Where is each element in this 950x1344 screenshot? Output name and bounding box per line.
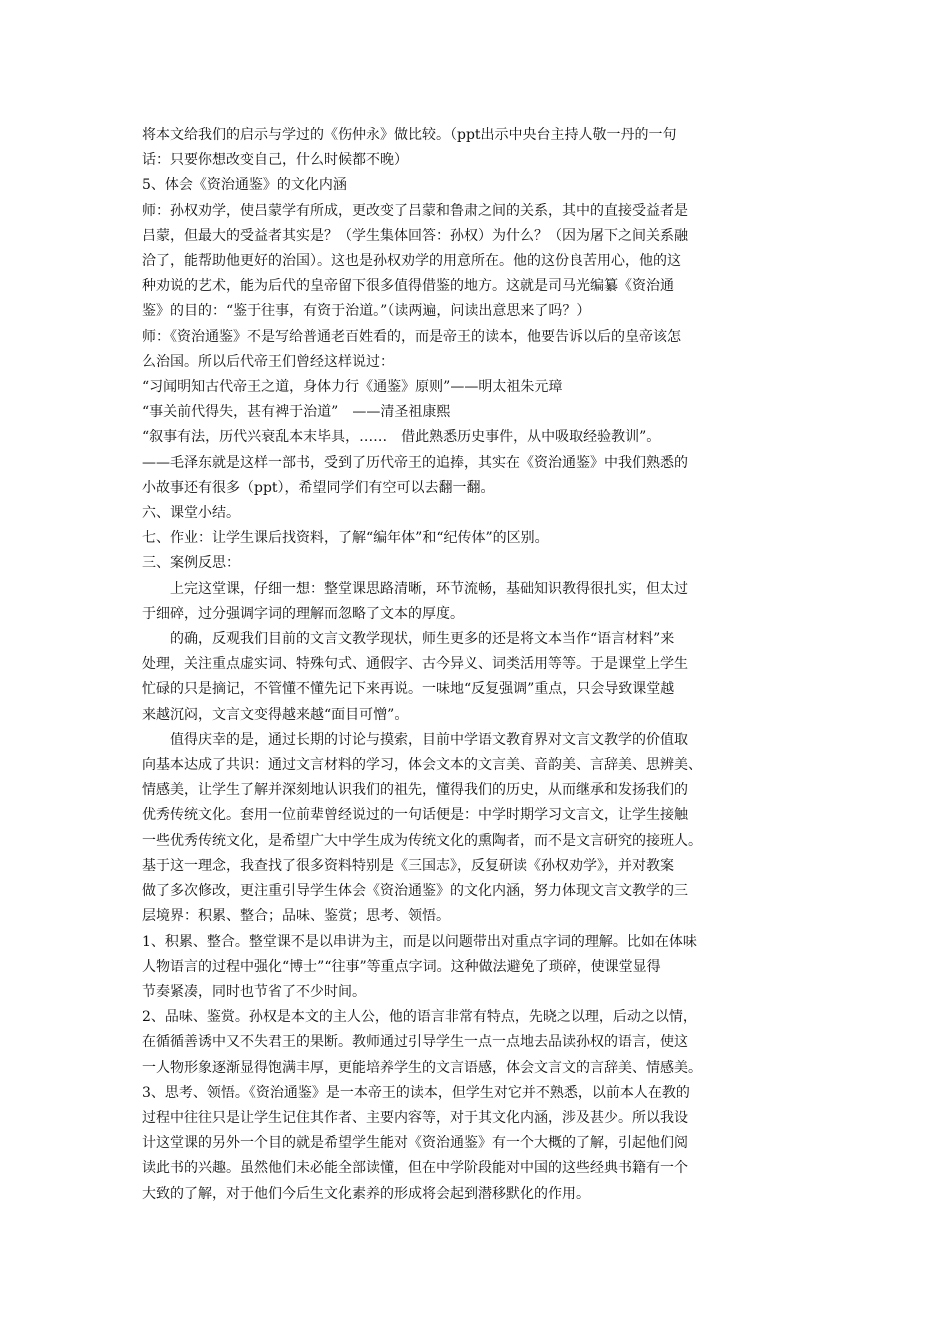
text-line: 话：只要你想改变自己，什么时候都不晚）	[142, 152, 408, 169]
quote-line: “事关前代得失，甚有裨于治道” ——清圣祖康熙	[142, 404, 451, 421]
text-line: 处理，关注重点虚实词、特殊句式、通假字、古今异义、词类活用等等。于是课堂上学生	[142, 656, 688, 673]
text-line: 基于这一理念，我查找了很多资料特别是《三国志》，反复研读《孙权劝学》，并对教案	[142, 857, 674, 874]
section-heading: 三、案例反思：	[142, 555, 240, 572]
text-line: 忙碌的只是摘记，不管懂不懂先记下来再说。一味地“反复强调”重点，只会导致课堂越	[142, 681, 675, 698]
document-page	[142, 123, 814, 1207]
text-line: ——毛泽东就是这样一部书，受到了历代帝王的追捧，其实在《资治通鉴》中我们熟悉的	[142, 454, 688, 471]
section-heading: 六、课堂小结。	[142, 505, 240, 522]
text-line: 么治国。所以后代帝王们曾经这样说过：	[142, 353, 394, 370]
text-line: 师：《资治通鉴》不是写给普通老百姓看的，而是帝王的读本，他要告诉以后的皇帝该怎	[142, 328, 681, 345]
text-line: 1、积累、整合。整堂课不是以串讲为主，而是以问题带出对重点字词的理解。比如在体味	[142, 933, 697, 950]
section-heading: 七、作业：让学生课后找资料，了解“编年体”和“纪传体”的区别。	[142, 530, 549, 547]
text-line: 计这堂课的另外一个目的就是希望学生能对《资治通鉴》有一个大概的了解，引起他们阅	[142, 1135, 688, 1152]
text-line: 洽了，能帮助他更好的治国）。这也是孙权劝学的用意所在。他的这份良苦用心，他的这	[142, 253, 681, 270]
text-line: 于细碎，过分强调字词的理解而忽略了文本的厚度。	[142, 605, 464, 622]
text-line: 节奏紧凑，同时也节省了不少时间。	[142, 983, 366, 1000]
quote-line: “叙事有法，历代兴衰乱本末毕具，…… 借此熟悉历史事件，从中吸取经验教训”。	[142, 429, 661, 446]
text-line: 过程中往往只是让学生记住其作者、主要内容等，对于其文化内涵，涉及甚少。所以我设	[142, 1109, 688, 1126]
text-line: 在循循善诱中又不失君王的果断。教师通过引导学生一点一点地去品读孙权的语言，使这	[142, 1034, 688, 1051]
quote-line: “习闻明知古代帝王之道，身体力行《通鉴》原则”——明太祖朱元璋	[142, 379, 563, 396]
text-line: 种劝说的艺术，能为后代的皇帝留下很多值得借鉴的地方。这就是司马光编纂《资治通	[142, 278, 674, 295]
text-line: 人物语言的过程中强化“博士”“往事”等重点字词。这种做法避免了琐碎，使课堂显得	[142, 958, 661, 975]
text-line: 鉴》的目的：“鉴于往事，有资于治道。”（读两遍，问读出意思来了吗？）	[142, 303, 591, 320]
text-line: 向基本达成了共识：通过文言材料的学习，体会文本的文言美、音韵美、言辞美、思辨美、	[142, 757, 702, 774]
text-line: 3、思考、领悟。《资治通鉴》是一本帝王的读本，但学生对它并不熟悉，以前本人在教的	[142, 1084, 690, 1101]
paragraph-first-line: 的确，反观我们目前的文言文教学现状，师生更多的还是将文本当作“语言材料”来	[170, 631, 675, 648]
text-line: 来越沉闷，文言文变得越来越“面目可憎”。	[142, 706, 409, 723]
text-line: 情感美，让学生了解并深刻地认识我们的祖先，懂得我们的历史，从而继承和发扬我们的	[142, 782, 688, 799]
paragraph-first-line: 值得庆幸的是，通过长期的讨论与摸索，目前中学语文教育界对文言文教学的价值取	[170, 731, 688, 748]
text-line: 优秀传统文化。套用一位前辈曾经说过的一句话便是：中学时期学习文言文，让学生接触	[142, 807, 688, 824]
text-line: 层境界：积累、整合；品味、鉴赏；思考、领悟。	[142, 908, 450, 925]
text-line: 做了多次修改，更注重引导学生体会《资治通鉴》的文化内涵，努力体现文言文教学的三	[142, 883, 688, 900]
text-line: 大致的了解，对于他们今后生文化素养的形成将会起到潜移默化的作用。	[142, 1185, 590, 1202]
text-line: 一人物形象逐渐显得饱满丰厚，更能培养学生的文言语感，体会文言文的言辞美、情感美。	[142, 1059, 702, 1076]
text-line: 师：孙权劝学，使吕蒙学有所成，更改变了吕蒙和鲁肃之间的关系，其中的直接受益者是	[142, 202, 688, 219]
text-line: 小故事还有很多（ppt），希望同学们有空可以去翻一翻。	[142, 479, 495, 496]
text-line: 一些优秀传统文化，是希望广大中学生成为传统文化的熏陶者，而不是文言研究的接班人。	[142, 832, 702, 849]
paragraph-first-line: 上完这堂课，仔细一想：整堂课思路清晰，环节流畅，基础知识教得很扎实，但太过	[170, 580, 688, 597]
text-line: 2、品味、鉴赏。孙权是本文的主人公，他的语言非常有特点，先晓之以理，后动之以情，	[142, 1009, 697, 1026]
text-line: 将本文给我们的启示与学过的《伤仲永》做比较。（ppt出示中央台主持人敬一丹的一句	[142, 127, 677, 143]
section-heading: 5、体会《资治通鉴》的文化内涵	[142, 177, 347, 194]
text-line: 吕蒙，但最大的受益者其实是？（学生集体回答：孙权）为什么？（因为屠下之间关系融	[142, 227, 688, 244]
text-line: 读此书的兴趣。虽然他们未必能全部读懂，但在中学阶段能对中国的这些经典书籍有一个	[142, 1160, 688, 1177]
